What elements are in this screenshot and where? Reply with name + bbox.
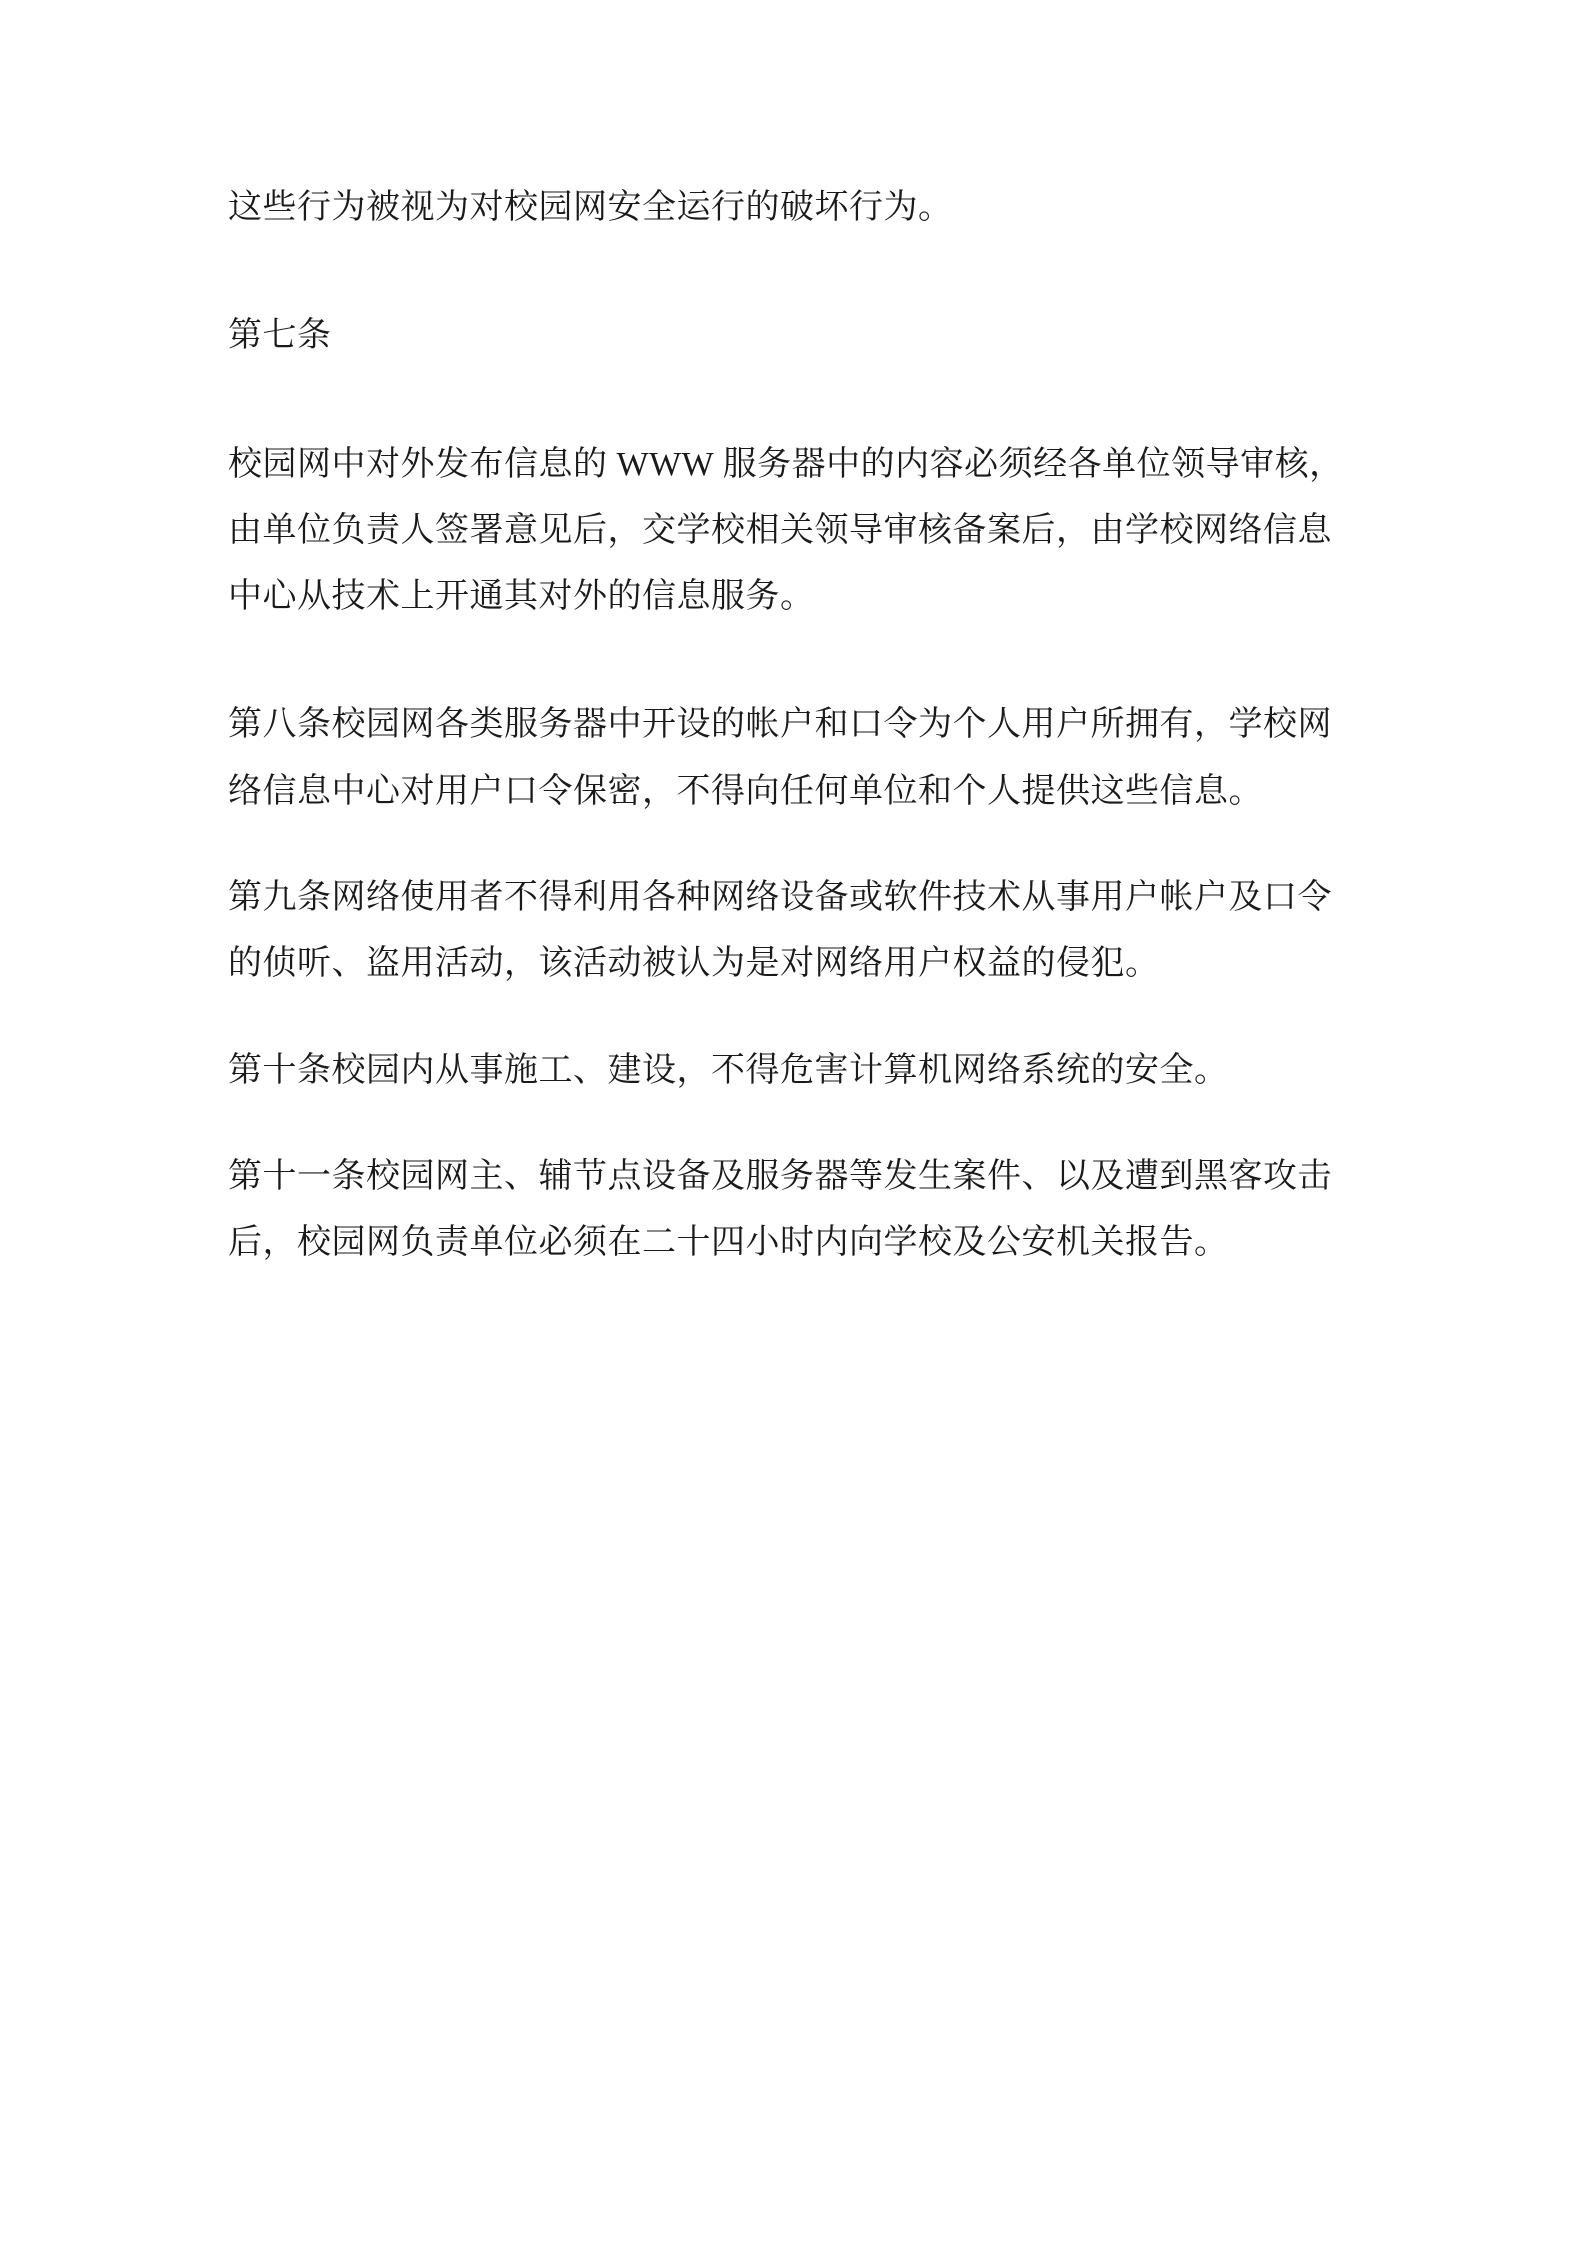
paragraph: 第八条校园网各类服务器中开设的帐户和口令为个人用户所拥有，学校网络信息中心对用户口令保密，不得向任何单位和个人提供这些信息。: [228, 706, 1332, 810]
paragraph: 第十一条校园网主、辅节点设备及服务器等发生案件、以及遭到黑客攻击后，校园网负责单位必须在二十四小时内向学校及公安机关报告。: [228, 1157, 1332, 1262]
paragraph-heading-article-seven: 第七条: [228, 317, 332, 355]
paragraph: 校园网中对外发布信息的 WWW 服务器中的内容必须经各单位领导审核，由单位负责人签署意见后，交学校相关领导审核备案后，由学校网络信息中心从技术上开通其对外的信息服务。: [228, 445, 1344, 616]
paragraph: 第九条网络使用者不得利用各种网络设备或软件技术从事用户帐户及口令的侦听、盗用活动，该活动被认为是对网络用户权益的侵犯。: [228, 879, 1332, 983]
document-body: [228, 175, 1358, 1317]
paragraph: 第十条校园内从事施工、建设，不得危害计算机网络系统的安全。: [228, 1051, 1229, 1089]
paragraph: 这些行为被视为对校园网安全运行的破坏行为。: [228, 189, 953, 226]
